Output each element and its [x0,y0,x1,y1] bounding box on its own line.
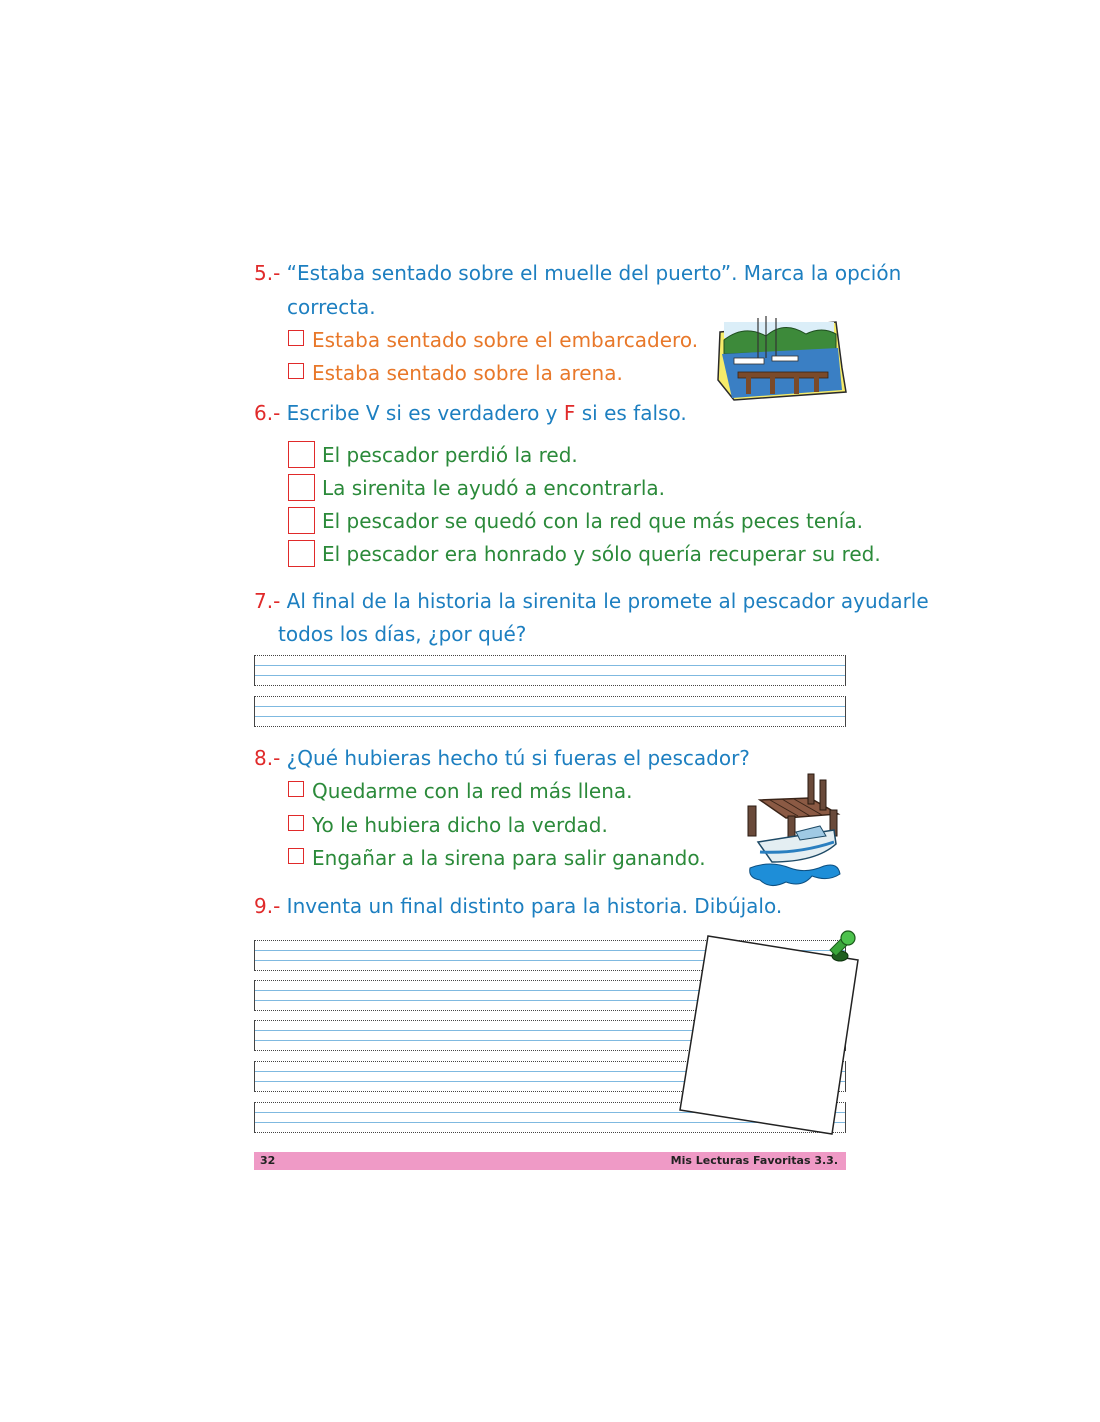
q8-prompt [254,745,750,771]
q8-number: 8.- [254,746,281,770]
pushpin-icon [830,931,855,961]
q8-option-2-checkbox[interactable] [288,815,304,831]
page-footer [254,1152,846,1170]
q5-option-2-label: Estaba sentado sobre la arena. [312,361,623,385]
q9-number: 9.- [254,894,281,918]
q6-text-b: si es verdadero y [379,401,564,425]
q7-answer-line-1[interactable] [254,655,846,685]
q5-option-1-label: Estaba sentado sobre el embarcadero. [312,328,699,352]
q7-answer-line-2[interactable] [254,696,846,726]
q6-text-a: Escribe [286,401,366,425]
q7-text: Al final de la historia la sirenita le promete al pescador ayudarle [286,589,929,613]
q9-text: Inventa un final distinto para la historia. Dibújalo. [286,894,783,918]
q5-prompt [254,260,901,286]
page-number: 32 [260,1154,276,1167]
q9-prompt [254,893,782,919]
q6-number: 6.- [254,401,281,425]
q8-option-3-label: Engañar a la sirena para salir ganando. [312,846,706,870]
q6-statement-1: El pescador perdió la red. [322,443,578,467]
q5-option-1-checkbox[interactable] [288,330,304,346]
q8-option-1-label: Quedarme con la red más llena. [312,779,633,803]
q5-text-continued: correcta. [287,295,376,319]
q5-text: “Estaba sentado sobre el muelle del puerto”. Marca la opción [286,261,902,285]
q6-statement-4: El pescador era honrado y sólo quería recuperar su red. [322,542,881,566]
q6-prompt [254,400,687,426]
harbor-illustration-icon [714,310,848,402]
book-title: Mis Lecturas Favoritas 3.3. [670,1154,838,1167]
q6-statement-3-box[interactable] [288,507,315,534]
q5-number: 5.- [254,261,281,285]
q7-text-continued: todos los días, ¿por qué? [278,622,527,646]
q5-option-2-checkbox[interactable] [288,363,304,379]
q6-statement-4-box[interactable] [288,540,315,567]
q6-statement-2-box[interactable] [288,474,315,501]
q6-statement-2: La sirenita le ayudó a encontrarla. [322,476,665,500]
q8-option-2-label: Yo le hubiera dicho la verdad. [312,813,608,837]
q7-number: 7.- [254,589,281,613]
q8-text: ¿Qué hubieras hecho tú si fueras el pescador? [286,746,750,770]
drawing-paper-area[interactable] [672,926,864,1140]
q8-option-1-checkbox[interactable] [288,781,304,797]
q7-prompt [254,588,929,614]
q6-statement-1-box[interactable] [288,441,315,468]
q6-statement-3: El pescador se quedó con la red que más peces tenía. [322,509,863,533]
q6-f: F [563,401,576,425]
q8-option-3-checkbox[interactable] [288,848,304,864]
q6-text-c: si es falso. [575,401,687,425]
q6-v: V [365,401,380,425]
boat-dock-illustration-icon [746,770,844,896]
